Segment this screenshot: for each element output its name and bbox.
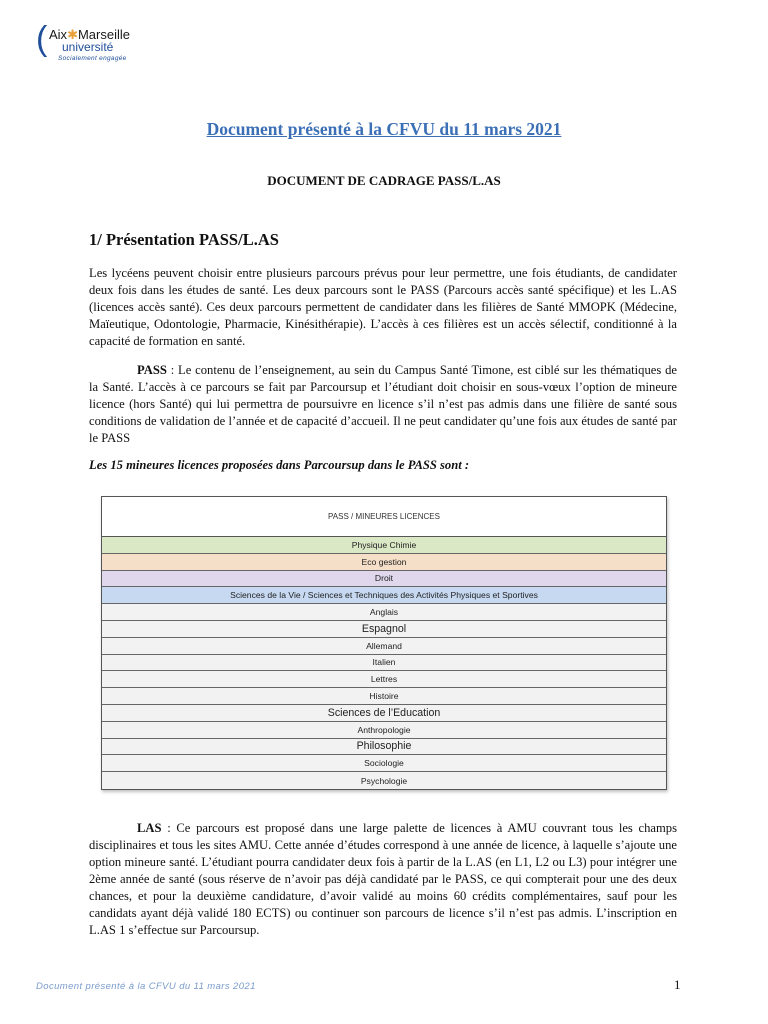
table-row: Sciences de l’Education: [102, 705, 666, 722]
table-row: Espagnol: [102, 621, 666, 638]
las-text: : Ce parcours est proposé dans une large palette de licences à AMU couvrant tous les champs disciplinaires et tous les sites AMU. Cette année d’études correspond à une année de licence, à laquelle s’ajoute une option mineure santé. L’étudiant pourra candidater deux fois à partir de la L.AS (en L1, L2 ou L3) pour intégrer une 2ème année de santé (sous réserve de n’avoir pas déjà candidaté par le PASS, ce qui compterait pour une des deux chances, et pour la deuxième candidature, d’avoir validé au moins 60 crédits complémentaires, sauf pour les candidats ayant déjà validé 180 ECTS) ou continuer son parcours de licence s’il n’est pas admis. L’inscription en L.AS 1 s’effectue sur Parcoursup.: [89, 821, 677, 937]
table-body: [102, 537, 666, 789]
table-row: Sciences de la Vie / Sciences et Techniques des Activités Physiques et Sportives: [102, 587, 666, 604]
logo-line-2: université: [62, 40, 114, 54]
minors-heading: Les 15 mineures licences proposées dans Parcoursup dans le PASS sont :: [89, 458, 470, 472]
table-row: Anthropologie: [102, 722, 666, 739]
table-row: Sociologie: [102, 755, 666, 772]
table-row: Histoire: [102, 688, 666, 705]
university-logo: [36, 20, 146, 64]
page-number: 1: [674, 977, 681, 992]
pass-text: : Le contenu de l’enseignement, au sein du Campus Santé Timone, est ciblé sur les thématiques de la Santé. L’accès à ce parcours se fait par Parcoursup et l’étudiant doit choisir en sous-vœux l’option de mineure licence (hors Santé) qui lui permettra de poursuivre en licence s’il n’est pas admis dans une filière de santé sous conditions de validation de l’année et de capacité d’accueil. Il ne peut candidater qu’une fois aux études de santé par le PASS: [89, 363, 677, 445]
table-row: Philosophie: [102, 739, 666, 756]
intro-paragraph: Les lycéens peuvent choisir entre plusieurs parcours prévus pour leur permettre, une fois étudiants, de candidater deux fois dans les études de santé. Les deux parcours sont le PASS (Parcours accès santé spécifique) et les L.AS (licences accès santé). Ces deux parcours permettent de candidater dans les filières de Santé MMOPK (Médecine, Maïeutique, Odontologie, Pharmacie, Kinésithérapie). L’accès à ces filières est un accès sélectif, conditionné à la capacité de formation en santé.: [89, 266, 677, 348]
logo-star-icon: ✱: [67, 27, 78, 42]
table-row: Eco gestion: [102, 554, 666, 571]
table-row: Droit: [102, 571, 666, 588]
document-subtitle: DOCUMENT DE CADRAGE PASS/L.AS: [267, 173, 501, 188]
section-heading: 1/ Présentation PASS/L.AS: [89, 230, 279, 249]
document-title[interactable]: Document présenté à la CFVU du 11 mars 2021: [206, 119, 562, 139]
pass-paragraph: [89, 362, 677, 447]
las-paragraph: [89, 820, 677, 939]
pass-term: PASS: [137, 363, 167, 377]
table-row: Allemand: [102, 638, 666, 655]
page-footer: Document présenté à la CFVU du 11 mars 2021: [36, 981, 256, 992]
table-row: Anglais: [102, 604, 666, 621]
table-row: Lettres: [102, 671, 666, 688]
table-header: PASS / MINEURES LICENCES: [102, 497, 666, 537]
table-row: Italien: [102, 655, 666, 672]
logo-line-1: Aix✱Marseille: [49, 27, 130, 42]
minors-table: [101, 496, 667, 790]
logo-bracket-icon: (: [36, 20, 48, 58]
table-row: Physique Chimie: [102, 537, 666, 554]
logo-tagline: Socialement engagée: [58, 55, 127, 62]
table-row: Psychologie: [102, 772, 666, 789]
las-term: LAS: [137, 821, 162, 835]
